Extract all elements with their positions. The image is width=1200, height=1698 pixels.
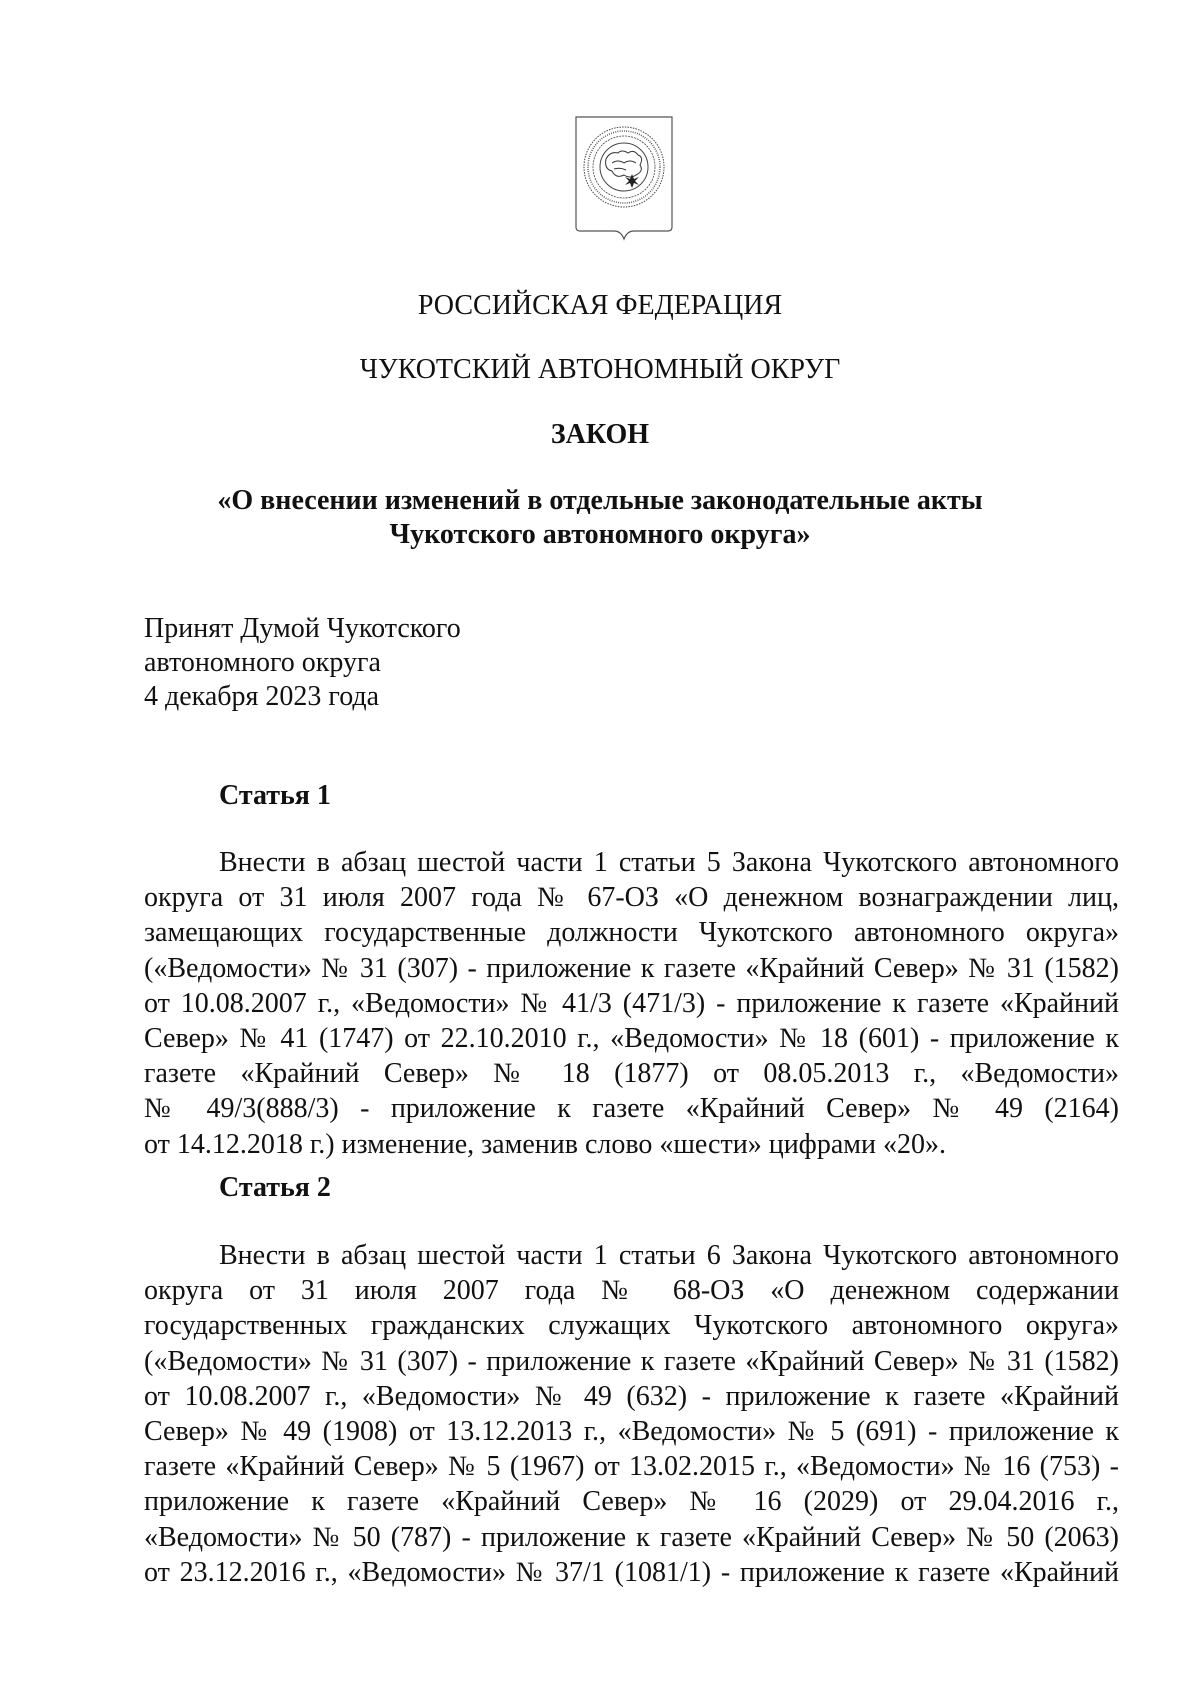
article-text-line: («Ведомости» № 31 (307) - приложение к газете «Крайний Север» № 31 (1582) — [144, 1345, 1119, 1377]
article-text-line: округа от 31 июля 2007 года № 67-ОЗ «О денежном вознаграждении лиц, — [144, 882, 1119, 914]
adoption-info — [144, 612, 461, 714]
adoption-line: Принят Думой Чукотского — [144, 613, 461, 644]
article-text-line: округа от 31 июля 2007 года № 68-ОЗ «О денежном содержании — [144, 1275, 1119, 1307]
document-type-heading: ЗАКОН — [550, 419, 650, 450]
article-text-line: № 49/3(888/3) - приложение к газете «Крайний Север» № 49 (2164) — [144, 1093, 1119, 1125]
article-text-line: Внести в абзац шестой части 1 статьи 6 Закона Чукотского автономного — [219, 1240, 1119, 1271]
article-text-line: («Ведомости» № 31 (307) - приложение к газете «Крайний Север» № 31 (1582) — [144, 952, 1119, 984]
article-2-body — [144, 1238, 1119, 1590]
article-2-title: Статья 2 — [219, 1172, 331, 1203]
article-text-line: Север» № 49 (1908) от 13.12.2013 г., «Ведомости» № 5 (691) - приложение к — [144, 1415, 1119, 1447]
article-text-line: «Ведомости» № 50 (787) - приложение к газете «Крайний Север» № 50 (2063) — [144, 1521, 1119, 1553]
article-text-line: Север» № 41 (1747) от 22.10.2010 г., «Ведомости» № 18 (601) - приложение к — [144, 1022, 1119, 1054]
law-title — [0, 484, 1200, 552]
coat-of-arms-emblem — [572, 113, 676, 263]
chukotka-coat-of-arms-icon — [572, 113, 676, 263]
article-text-line: газете «Крайний Север» № 5 (1967) от 13.02.2015 г., «Ведомости» № 16 (753) - — [144, 1451, 1119, 1483]
adoption-date: 4 декабря 2023 года — [144, 681, 380, 712]
heading-country: РОССИЙСКАЯ ФЕДЕРАЦИЯ — [417, 290, 783, 321]
article-text-line: государственных гражданских служащих Чукотского автономного округа» — [144, 1310, 1119, 1342]
article-text-line: от 14.12.2018 г.) изменение, заменив слово «шести» цифрами «20». — [144, 1128, 946, 1160]
heading-region: ЧУКОТСКИЙ АВТОНОМНЫЙ ОКРУГ — [359, 354, 841, 385]
law-title-line: «О внесении изменений в отдельные законодательные акты — [217, 485, 983, 516]
article-1-title: Статья 1 — [219, 780, 331, 811]
article-text-line: от 10.08.2007 г., «Ведомости» № 49 (632) - приложение к газете «Крайний — [144, 1380, 1119, 1412]
adoption-line: автономного округа — [144, 647, 381, 678]
article-1-body — [144, 845, 1119, 1162]
article-text-line: Внести в абзац шестой части 1 статьи 5 Закона Чукотского автономного — [219, 847, 1119, 878]
law-title-line: Чукотского автономного округа» — [389, 519, 811, 550]
article-text-line: от 23.12.2016 г., «Ведомости» № 37/1 (1081/1) - приложение к газете «Крайний — [144, 1556, 1119, 1588]
article-text-line: замещающих государственные должности Чукотского автономного округа» — [144, 917, 1119, 949]
article-text-line: от 10.08.2007 г., «Ведомости» № 41/3 (471/3) - приложение к газете «Крайний — [144, 987, 1119, 1019]
article-text-line: газете «Крайний Север» № 18 (1877) от 08.05.2013 г., «Ведомости» — [144, 1058, 1119, 1090]
article-text-line: приложение к газете «Крайний Север» № 16 (2029) от 29.04.2016 г., — [144, 1486, 1119, 1518]
